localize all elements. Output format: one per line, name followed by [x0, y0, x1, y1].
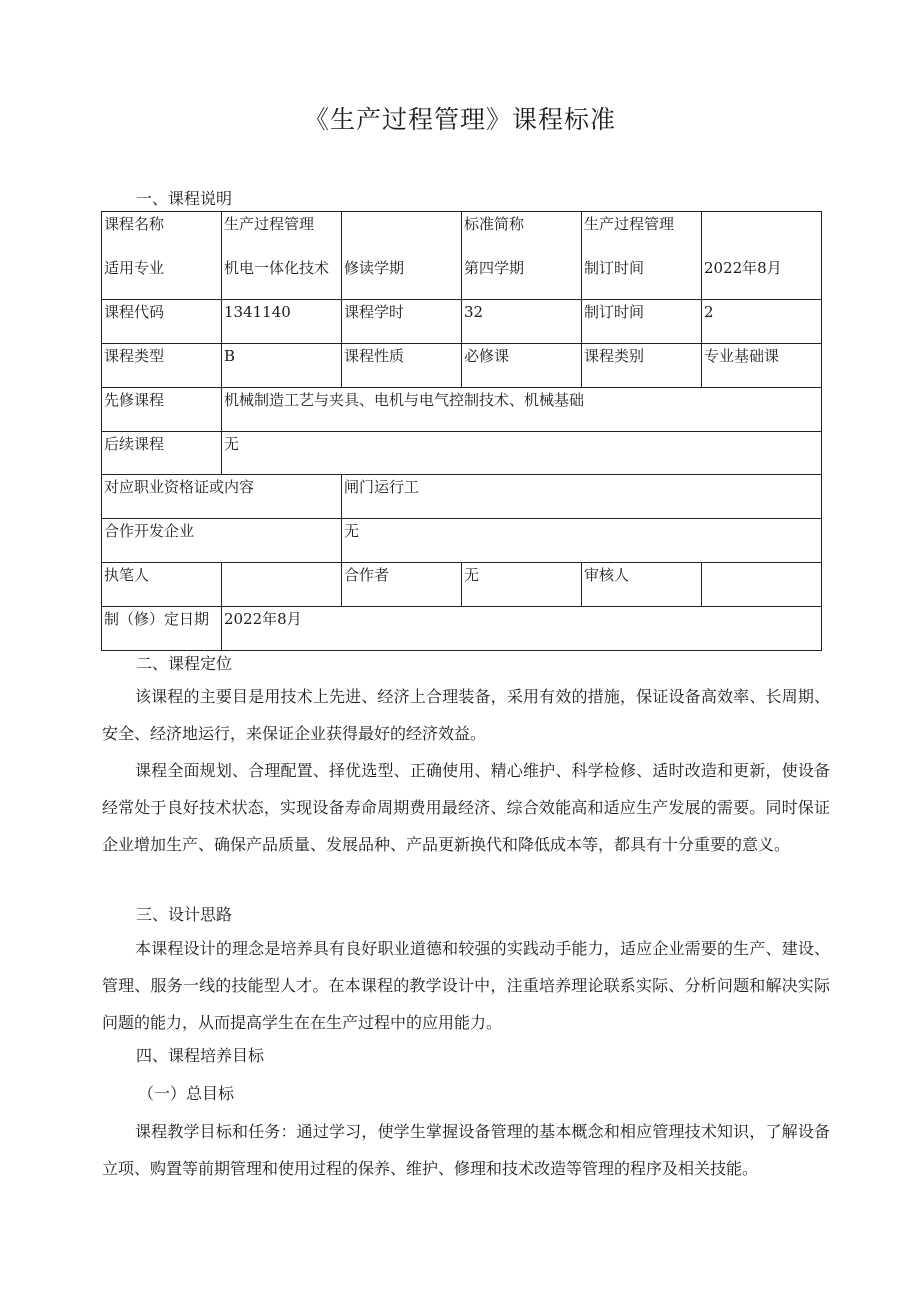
course-category-label: 课程类别	[582, 344, 702, 388]
paragraph: 课程教学目标和任务：通过学习，使学生掌握设备管理的基本概念和相应管理技术知识，了解设备立项、购置等前期管理和使用过程的保养、维护、修理和技术改造等管理的程序及相关技能。	[102, 1122, 830, 1178]
table-cell	[222, 212, 342, 300]
coauthor-value: 无	[462, 563, 582, 607]
course-nature-label: 课程性质	[342, 344, 462, 388]
course-category-value: 专业基础课	[702, 344, 822, 388]
table-cell	[102, 212, 222, 300]
table-cell	[342, 212, 462, 300]
term-value: 第四学期	[464, 259, 525, 277]
table-cell	[582, 212, 702, 300]
revise-time-label: 制订时间	[584, 259, 645, 277]
certificate-label: 对应职业资格证或内容	[102, 475, 342, 519]
course-type-label: 课程类型	[102, 344, 222, 388]
table-cell	[702, 212, 822, 300]
course-nature-value: 必修课	[462, 344, 582, 388]
table-row	[102, 300, 822, 344]
credits-value: 2	[702, 300, 822, 344]
date-label: 制（修）定日期	[102, 607, 222, 651]
table-row	[102, 344, 822, 388]
reviewer-value	[702, 563, 822, 607]
section-heading-course-description: 一、课程说明	[136, 189, 233, 208]
term-label: 修读学期	[344, 259, 405, 277]
major-value: 机电一体化技术	[224, 259, 330, 277]
short-name-value: 生产过程管理	[584, 215, 675, 233]
coauthor-label: 合作者	[342, 563, 462, 607]
course-info-table	[101, 211, 822, 651]
revise-time-value: 2022年8月	[704, 259, 782, 277]
course-name-label: 课程名称	[104, 215, 165, 233]
course-hours-value: 32	[462, 300, 582, 344]
short-name-label: 标准简称	[464, 215, 525, 233]
course-code-value: 1341140	[222, 300, 342, 344]
document-title: 《生产过程管理》课程标准	[303, 105, 616, 134]
table-row	[102, 519, 822, 563]
table-row	[102, 563, 822, 607]
section-heading-course-positioning: 二、课程定位	[136, 654, 233, 673]
section-heading-design-approach: 三、设计思路	[136, 905, 233, 924]
author-label: 执笔人	[102, 563, 222, 607]
partner-company-value: 无	[342, 519, 822, 563]
table-row	[102, 212, 822, 300]
prereq-label: 先修课程	[102, 388, 222, 432]
course-name-value: 生产过程管理	[224, 215, 315, 233]
table-row	[102, 475, 822, 519]
table-row	[102, 388, 822, 432]
table-row	[102, 607, 822, 651]
course-code-label: 课程代码	[102, 300, 222, 344]
table-row	[102, 432, 822, 475]
paragraph: 该课程的主要目是用技术上先进、经济上合理装备，采用有效的措施，保证设备高效率、长周期、安全、经济地运行，来保证企业获得最好的经济效益。	[102, 687, 830, 743]
paragraph: 课程全面规划、合理配置、择优选型、正确使用、精心维护、科学检修、适时改造和更新，使设备经常处于良好技术状态，实现设备寿命周期费用最经济、综合效能高和适应生产发展的需要。同时保证企业增加生产、确保产品质量、发展品种、产品更新换代和降低成本等，都具有十分重要的意义。	[102, 761, 830, 854]
subsection-heading-overall-goal: （一）总目标	[138, 1084, 235, 1103]
date-value: 2022年8月	[222, 607, 822, 651]
major-label: 适用专业	[104, 259, 165, 277]
reviewer-label: 审核人	[582, 563, 702, 607]
table-cell	[462, 212, 582, 300]
paragraph: 本课程设计的理念是培养具有良好职业道德和较强的实践动手能力，适应企业需要的生产、建设、管理、服务一线的技能型人才。在本课程的教学设计中，注重培养理论联系实际、分析问题和解决实际问题的能力，从而提高学生在在生产过程中的应用能力。	[102, 939, 830, 1032]
prereq-value: 机械制造工艺与夹具、电机与电气控制技术、机械基础	[222, 388, 822, 432]
follow-course-label: 后续课程	[102, 432, 222, 475]
course-type-value: B	[222, 344, 342, 388]
section-heading-training-goals: 四、课程培养目标	[136, 1046, 265, 1065]
course-hours-label: 课程学时	[342, 300, 462, 344]
certificate-value: 闸门运行工	[342, 475, 822, 519]
partner-company-label: 合作开发企业	[102, 519, 342, 563]
author-value	[222, 563, 342, 607]
credits-label: 制订时间	[582, 300, 702, 344]
follow-course-value: 无	[222, 432, 822, 475]
